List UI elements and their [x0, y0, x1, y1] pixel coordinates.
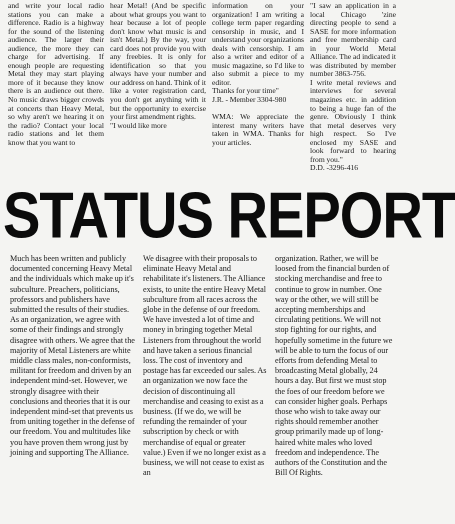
- letters-column-1: [8, 2, 104, 151]
- status-report-banner: [3, 177, 455, 253]
- article-column-3: [275, 254, 396, 478]
- letter-text: hear Metal! (And be specific about what groups you want to hear because a lot of people don't know what music is and isn't Metal.) By the way, your card does not provide you with any freebies. It is only for identification so that you always have your number and our address on hand. Think of it like a voter registration card, you don't get anything with it but the opportunity to exercise your first amendment rights. "I would like more: [110, 1, 206, 130]
- letter-text: and write your local radio stations you can make a difference. Radio is a highway for the sound of the listening audience. The larger their audience, the more they can charge for advertising. If enough people are requesting Metal they may start playing more of it because they know there is an audience out there. No music draws bigger crowds at concerts than Heavy Metal, so why aren't we hearing it on the radio? Contact your local radio stations and let them know that you want to: [8, 1, 104, 147]
- letters-column-2: [110, 2, 206, 134]
- status-report-article: [0, 254, 400, 524]
- letter-text: "I saw an application in a local Chicago 'zine directing people to send a SASE for more information and free membership card in your World Metal Alliance. The ad indicated it was distributed by member number 3863-756. I write metal reviews and interviews for several magazines etc. in addition to being a huge fan of the genre. Obviously I think that metal deserves very high respect. So I've enclosed my SASE and look forward to hearing from you." D.D. -3296-416: [310, 1, 396, 173]
- letters-column-3: [212, 2, 304, 151]
- article-column-1: [10, 254, 137, 458]
- article-text: Much has been written and publicly documented concerning Heavy Metal and the individuals which make up it's subculture. Preachers, politicians, professors and publishers have submitted the results of their studies. As an organization, we agree with some of their findings and strongly disagree with others. We agree that the majority of Metal Listeners are white middle class males, non-conformists, militant for freedom and driven by an independent mind-set. However, we strongly disagree with their conclusions and theories that it is our independent mind-set that prevents us from uniting together in the defense of our freedom. You and multitudes like you have proven them wrong just by joining and supporting The Alliance.: [10, 254, 135, 457]
- banner-title: STATUS REPORT: [3, 178, 455, 252]
- article-column-2: [143, 254, 268, 478]
- article-text: We disagree with their proposals to eliminate Heavy Metal and rehabilitate it's listeners. The Alliance exists, to unite the entire Heavy Metal subculture from all races across the globe in the defense of our freedom. We have invested a lot of time and money in bringing together Metal Listeners from throughout the world and have taken a serious financial loss. The cost of inventory and postage has far exceeded our sales. As an organization we now face the decision of discontinuing all merchandise and ceasing to exist as a business. (If we do, we will be refunding the remainder of your subscription by check or with merchandise of equal or greater value.) Even if we no longer exist as a business, we will not cease to exist as an: [143, 254, 267, 478]
- article-text: organization. Rather, we will be loosed from the financial burden of stocking merchandise and free to continue to grow in number. One way or the other, we will still be accepting memberships and circulating petitions. We will not stop fighting for our rights, and hopefully sometime in the future we will be able to turn the focus of our efforts from defending Metal to broadcasting Metal globally, 24 hours a day. But first we must stop the foes of our freedom before we can consider higher goals. Perhaps those who wish to take away our rights should remember another group primarily made up of long-haired white males who loved freedom and independence. The authors of the Constitution and the Bill Of Rights.: [275, 254, 393, 478]
- letters-section: [0, 0, 400, 178]
- letter-text: information on your organization! I am writing a college term paper regarding censorship in music, and I understand your organizations deals with censorship. I am also a writer and editor of a music magazine, so I'd like to also submit a piece to my editor. Thanks for your time" J.R. - Member 3304-980 WMA: We appreciate the interest many writers have taken in WMA. Thanks for your articles.: [212, 1, 304, 147]
- letters-column-4: [310, 2, 396, 177]
